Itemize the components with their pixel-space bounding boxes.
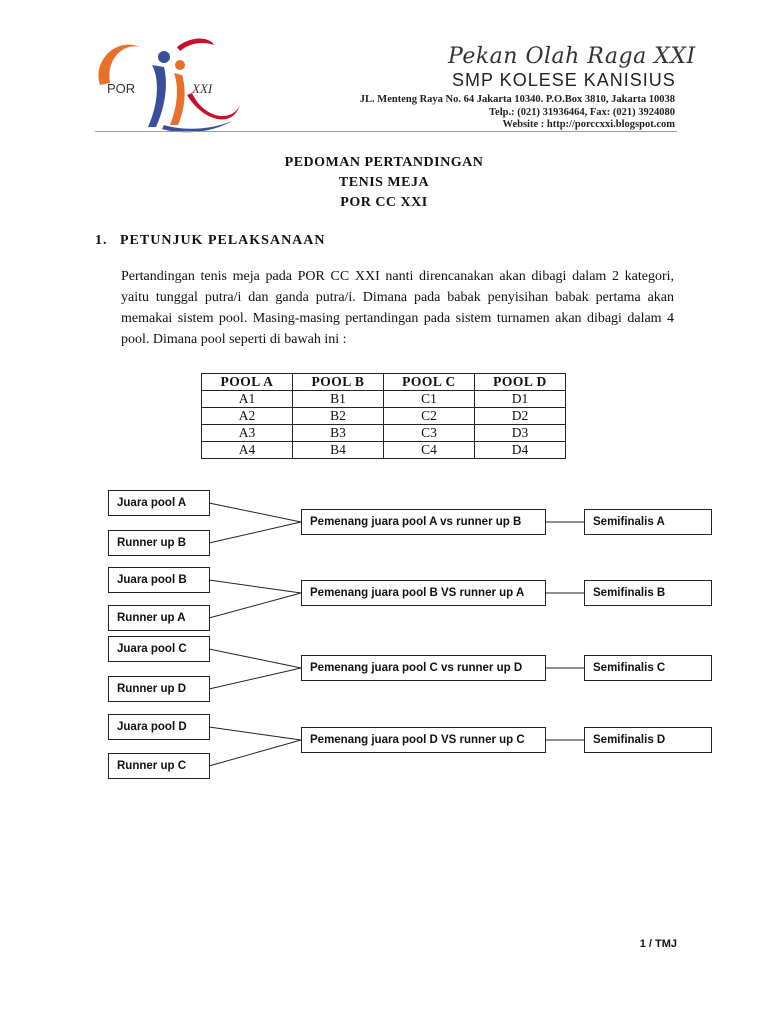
- table-cell: D2: [475, 408, 566, 425]
- table-cell: C3: [384, 425, 475, 442]
- table-cell: D3: [475, 425, 566, 442]
- table-cell: A2: [202, 408, 293, 425]
- page-number: 1 / TMJ: [639, 938, 677, 950]
- table-cell: A4: [202, 442, 293, 459]
- bracket-box-bottom-2: Runner up A: [108, 605, 210, 631]
- pool-header-b: POOL B: [293, 374, 384, 391]
- bracket-box-top-3: Juara pool C: [108, 636, 210, 662]
- pool-header-a: POOL A: [202, 374, 293, 391]
- website-line[interactable]: Website : http://porccxxi.blogspot.com: [502, 119, 675, 130]
- table-cell: D4: [475, 442, 566, 459]
- bracket-match-3: Pemenang juara pool C vs runner up D: [301, 655, 546, 681]
- event-title: Pekan Olah Raga XXI: [448, 44, 696, 69]
- bracket-box-top-4: Juara pool D: [108, 714, 210, 740]
- connector-line: [209, 727, 301, 740]
- table-cell: C4: [384, 442, 475, 459]
- pool-header-d: POOL D: [475, 374, 566, 391]
- section-title: PETUNJUK PELAKSANAAN: [120, 233, 326, 248]
- pool-header-c: POOL C: [384, 374, 475, 391]
- bracket-box-bottom-3: Runner up D: [108, 676, 210, 702]
- table-cell: C1: [384, 391, 475, 408]
- connector-line: [209, 668, 301, 689]
- table-cell: B2: [293, 408, 384, 425]
- table-cell: A1: [202, 391, 293, 408]
- bracket-result-3: Semifinalis C: [584, 655, 712, 681]
- connector-line: [209, 649, 301, 668]
- table-cell: D1: [475, 391, 566, 408]
- bracket-result-4: Semifinalis D: [584, 727, 712, 753]
- bracket-match-1: Pemenang juara pool A vs runner up B: [301, 509, 546, 535]
- table-cell: B4: [293, 442, 384, 459]
- connector-line: [209, 522, 301, 543]
- connector-line: [209, 593, 301, 618]
- table-cell: A3: [202, 425, 293, 442]
- bracket-match-4: Pemenang juara pool D VS runner up C: [301, 727, 546, 753]
- logo-text-xxi: XXI: [192, 81, 213, 96]
- bracket-box-bottom-4: Runner up C: [108, 753, 210, 779]
- table-cell: C2: [384, 408, 475, 425]
- doc-title-line-1: PEDOMAN PERTANDINGAN: [284, 155, 484, 170]
- bracket-result-2: Semifinalis B: [584, 580, 712, 606]
- school-name: SMP KOLESE KANISIUS: [452, 70, 676, 90]
- bracket-box-top-2: Juara pool B: [108, 567, 210, 593]
- section-number: 1.: [95, 233, 108, 248]
- table-cell: B3: [293, 425, 384, 442]
- bracket-match-2: Pemenang juara pool B VS runner up A: [301, 580, 546, 606]
- table-cell: B1: [293, 391, 384, 408]
- connector-line: [209, 503, 301, 522]
- connector-line: [209, 580, 301, 593]
- bracket-result-1: Semifinalis A: [584, 509, 712, 535]
- bracket-box-bottom-1: Runner up B: [108, 530, 210, 556]
- doc-title-line-2: TENIS MEJA: [338, 175, 430, 190]
- address-line: JL. Menteng Raya No. 64 Jakarta 10340. P.O.Box 3810, Jakarta 10038: [359, 94, 675, 105]
- intro-paragraph: Pertandingan tenis meja pada POR CC XXI nanti direncanakan akan dibagi dalam 2 kategori, yaitu tunggal putra/i dan ganda putra/i. Dimana pada babak penyisihan babak pertama akan memakai sistem pool. Masing-masing pertandingan pada sistem turnamen akan dibagi dalam 4 pool. Dimana pool seperti di bawah ini :: [121, 269, 674, 347]
- bracket-box-top-1: Juara pool A: [108, 490, 210, 516]
- doc-title-line-3: POR CC XXI: [340, 195, 428, 210]
- connector-line: [209, 740, 301, 766]
- logo-text-por: POR: [107, 81, 136, 96]
- phone-line: Telp.: (021) 31936464, Fax: (021) 3924080: [489, 107, 675, 118]
